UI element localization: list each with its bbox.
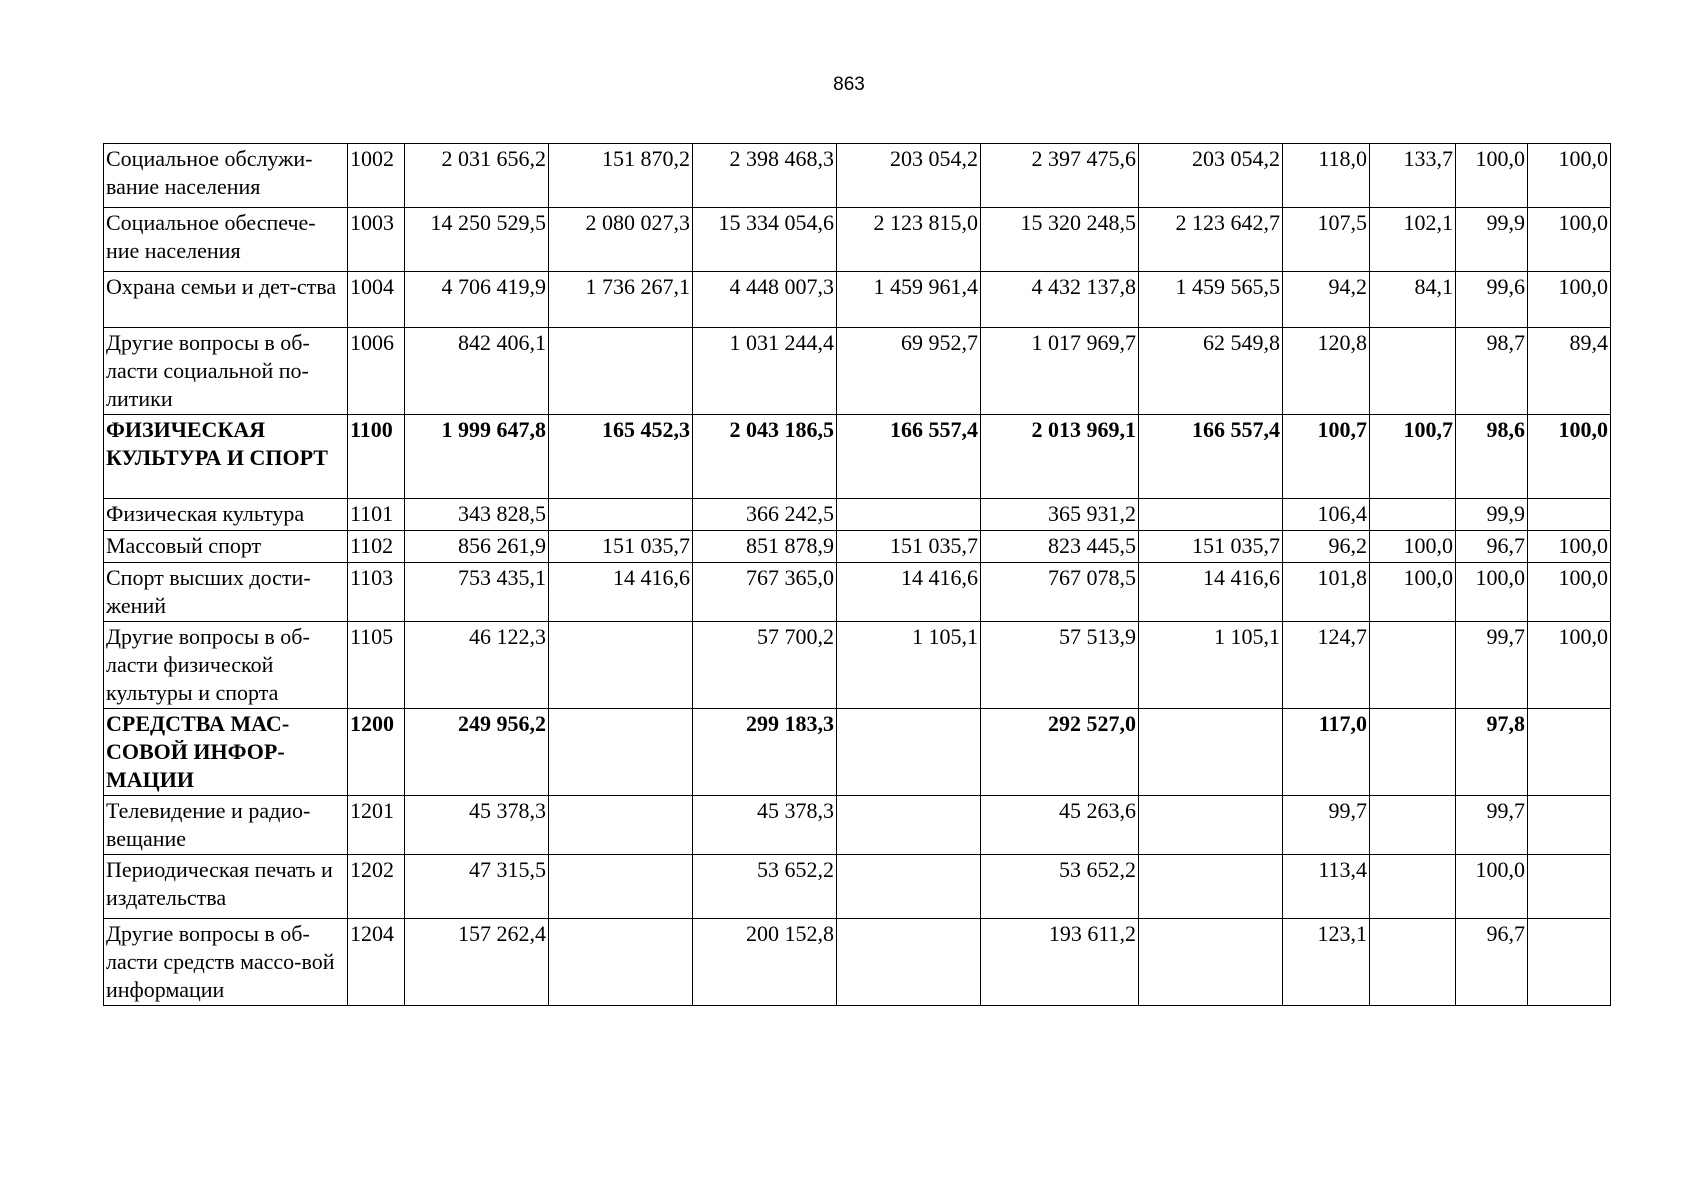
value-cell-5: 2 397 475,6 bbox=[981, 144, 1139, 208]
value-cell-7: 118,0 bbox=[1283, 144, 1370, 208]
value-cell-7: 117,0 bbox=[1283, 709, 1370, 796]
value-cell-10: 100,0 bbox=[1528, 415, 1611, 499]
value-cell-1: 45 378,3 bbox=[405, 796, 549, 855]
value-cell-2 bbox=[549, 919, 693, 1006]
value-cell-1: 157 262,4 bbox=[405, 919, 549, 1006]
value-cell-3: 53 652,2 bbox=[693, 855, 837, 919]
value-cell-10: 100,0 bbox=[1528, 531, 1611, 563]
value-cell-3: 4 448 007,3 bbox=[693, 272, 837, 328]
value-cell-1: 343 828,5 bbox=[405, 499, 549, 531]
value-cell-6: 203 054,2 bbox=[1139, 144, 1283, 208]
value-cell-8: 102,1 bbox=[1370, 208, 1456, 272]
value-cell-1: 14 250 529,5 bbox=[405, 208, 549, 272]
row-name-cell: ФИЗИЧЕСКАЯ КУЛЬТУРА И СПОРТ bbox=[104, 415, 348, 499]
value-cell-7: 100,7 bbox=[1283, 415, 1370, 499]
value-cell-6 bbox=[1139, 499, 1283, 531]
table-body bbox=[104, 144, 1611, 1006]
table-row bbox=[104, 622, 1611, 709]
value-cell-4 bbox=[837, 919, 981, 1006]
row-code-cell: 1006 bbox=[348, 328, 405, 415]
value-cell-10 bbox=[1528, 499, 1611, 531]
value-cell-7: 113,4 bbox=[1283, 855, 1370, 919]
value-cell-9: 100,0 bbox=[1456, 144, 1528, 208]
row-code-cell: 1002 bbox=[348, 144, 405, 208]
value-cell-3: 366 242,5 bbox=[693, 499, 837, 531]
value-cell-9: 99,9 bbox=[1456, 208, 1528, 272]
value-cell-4: 69 952,7 bbox=[837, 328, 981, 415]
row-name-cell: Другие вопросы в об-ласти физической культуры и спорта bbox=[104, 622, 348, 709]
value-cell-8 bbox=[1370, 919, 1456, 1006]
value-cell-5: 2 013 969,1 bbox=[981, 415, 1139, 499]
value-cell-10: 100,0 bbox=[1528, 622, 1611, 709]
page-number: 863 bbox=[833, 74, 865, 95]
row-name-cell: Другие вопросы в об-ласти социальной по-литики bbox=[104, 328, 348, 415]
row-code-cell: 1201 bbox=[348, 796, 405, 855]
value-cell-1: 753 435,1 bbox=[405, 563, 549, 622]
value-cell-2: 2 080 027,3 bbox=[549, 208, 693, 272]
value-cell-7: 120,8 bbox=[1283, 328, 1370, 415]
row-name-cell: Телевидение и радио-вещание bbox=[104, 796, 348, 855]
value-cell-8 bbox=[1370, 499, 1456, 531]
value-cell-4 bbox=[837, 855, 981, 919]
value-cell-6: 14 416,6 bbox=[1139, 563, 1283, 622]
budget-table bbox=[103, 143, 1611, 1006]
value-cell-4 bbox=[837, 499, 981, 531]
value-cell-9: 96,7 bbox=[1456, 531, 1528, 563]
value-cell-9: 99,7 bbox=[1456, 796, 1528, 855]
table-row bbox=[104, 499, 1611, 531]
value-cell-8 bbox=[1370, 855, 1456, 919]
value-cell-7: 96,2 bbox=[1283, 531, 1370, 563]
table-row bbox=[104, 855, 1611, 919]
value-cell-5: 57 513,9 bbox=[981, 622, 1139, 709]
value-cell-10: 100,0 bbox=[1528, 272, 1611, 328]
row-name-cell: Охрана семьи и дет-ства bbox=[104, 272, 348, 328]
table-row bbox=[104, 796, 1611, 855]
value-cell-6: 1 459 565,5 bbox=[1139, 272, 1283, 328]
value-cell-10 bbox=[1528, 855, 1611, 919]
value-cell-9: 100,0 bbox=[1456, 563, 1528, 622]
value-cell-5: 53 652,2 bbox=[981, 855, 1139, 919]
value-cell-3: 299 183,3 bbox=[693, 709, 837, 796]
row-code-cell: 1101 bbox=[348, 499, 405, 531]
value-cell-4: 1 105,1 bbox=[837, 622, 981, 709]
row-code-cell: 1200 bbox=[348, 709, 405, 796]
value-cell-2: 14 416,6 bbox=[549, 563, 693, 622]
row-name-cell: Социальное обслужи-вание населения bbox=[104, 144, 348, 208]
value-cell-7: 123,1 bbox=[1283, 919, 1370, 1006]
value-cell-1: 249 956,2 bbox=[405, 709, 549, 796]
value-cell-1: 842 406,1 bbox=[405, 328, 549, 415]
value-cell-9: 96,7 bbox=[1456, 919, 1528, 1006]
value-cell-1: 2 031 656,2 bbox=[405, 144, 549, 208]
value-cell-8: 100,7 bbox=[1370, 415, 1456, 499]
value-cell-8: 100,0 bbox=[1370, 563, 1456, 622]
value-cell-2 bbox=[549, 622, 693, 709]
value-cell-1: 4 706 419,9 bbox=[405, 272, 549, 328]
value-cell-7: 94,2 bbox=[1283, 272, 1370, 328]
value-cell-3: 57 700,2 bbox=[693, 622, 837, 709]
value-cell-5: 292 527,0 bbox=[981, 709, 1139, 796]
value-cell-6 bbox=[1139, 855, 1283, 919]
value-cell-4: 14 416,6 bbox=[837, 563, 981, 622]
table-row bbox=[104, 328, 1611, 415]
row-name-cell: Массовый спорт bbox=[104, 531, 348, 563]
value-cell-6: 62 549,8 bbox=[1139, 328, 1283, 415]
value-cell-2 bbox=[549, 855, 693, 919]
value-cell-10 bbox=[1528, 919, 1611, 1006]
row-name-cell: Спорт высших дости-жений bbox=[104, 563, 348, 622]
value-cell-2: 1 736 267,1 bbox=[549, 272, 693, 328]
value-cell-3: 851 878,9 bbox=[693, 531, 837, 563]
value-cell-1: 856 261,9 bbox=[405, 531, 549, 563]
value-cell-7: 107,5 bbox=[1283, 208, 1370, 272]
value-cell-10: 89,4 bbox=[1528, 328, 1611, 415]
value-cell-3: 1 031 244,4 bbox=[693, 328, 837, 415]
value-cell-4: 166 557,4 bbox=[837, 415, 981, 499]
row-code-cell: 1003 bbox=[348, 208, 405, 272]
value-cell-9: 99,6 bbox=[1456, 272, 1528, 328]
value-cell-2 bbox=[549, 709, 693, 796]
value-cell-4 bbox=[837, 709, 981, 796]
value-cell-5: 823 445,5 bbox=[981, 531, 1139, 563]
value-cell-8 bbox=[1370, 622, 1456, 709]
value-cell-8: 100,0 bbox=[1370, 531, 1456, 563]
value-cell-3: 2 043 186,5 bbox=[693, 415, 837, 499]
value-cell-2: 151 870,2 bbox=[549, 144, 693, 208]
value-cell-10 bbox=[1528, 709, 1611, 796]
value-cell-4: 203 054,2 bbox=[837, 144, 981, 208]
value-cell-9: 97,8 bbox=[1456, 709, 1528, 796]
value-cell-2 bbox=[549, 796, 693, 855]
value-cell-10: 100,0 bbox=[1528, 144, 1611, 208]
value-cell-5: 365 931,2 bbox=[981, 499, 1139, 531]
value-cell-3: 2 398 468,3 bbox=[693, 144, 837, 208]
value-cell-6 bbox=[1139, 919, 1283, 1006]
value-cell-10: 100,0 bbox=[1528, 208, 1611, 272]
value-cell-6: 1 105,1 bbox=[1139, 622, 1283, 709]
table-row bbox=[104, 709, 1611, 796]
value-cell-1: 46 122,3 bbox=[405, 622, 549, 709]
row-name-cell: Другие вопросы в об-ласти средств массо-вой информации bbox=[104, 919, 348, 1006]
value-cell-6: 2 123 642,7 bbox=[1139, 208, 1283, 272]
value-cell-5: 767 078,5 bbox=[981, 563, 1139, 622]
value-cell-7: 106,4 bbox=[1283, 499, 1370, 531]
row-name-cell: СРЕДСТВА МАС-СОВОЙ ИНФОР-МАЦИИ bbox=[104, 709, 348, 796]
value-cell-3: 767 365,0 bbox=[693, 563, 837, 622]
value-cell-2 bbox=[549, 328, 693, 415]
value-cell-3: 200 152,8 bbox=[693, 919, 837, 1006]
value-cell-3: 15 334 054,6 bbox=[693, 208, 837, 272]
value-cell-6: 151 035,7 bbox=[1139, 531, 1283, 563]
value-cell-2: 165 452,3 bbox=[549, 415, 693, 499]
value-cell-9: 99,9 bbox=[1456, 499, 1528, 531]
value-cell-3: 45 378,3 bbox=[693, 796, 837, 855]
value-cell-10 bbox=[1528, 796, 1611, 855]
value-cell-8: 133,7 bbox=[1370, 144, 1456, 208]
row-name-cell: Периодическая печать и издательства bbox=[104, 855, 348, 919]
value-cell-5: 4 432 137,8 bbox=[981, 272, 1139, 328]
table-row bbox=[104, 415, 1611, 499]
table-row bbox=[104, 272, 1611, 328]
row-code-cell: 1102 bbox=[348, 531, 405, 563]
value-cell-1: 47 315,5 bbox=[405, 855, 549, 919]
value-cell-6 bbox=[1139, 796, 1283, 855]
value-cell-9: 98,7 bbox=[1456, 328, 1528, 415]
value-cell-9: 99,7 bbox=[1456, 622, 1528, 709]
value-cell-2 bbox=[549, 499, 693, 531]
value-cell-8 bbox=[1370, 796, 1456, 855]
value-cell-8 bbox=[1370, 328, 1456, 415]
table-row bbox=[104, 563, 1611, 622]
value-cell-8: 84,1 bbox=[1370, 272, 1456, 328]
row-name-cell: Социальное обеспече-ние населения bbox=[104, 208, 348, 272]
value-cell-7: 124,7 bbox=[1283, 622, 1370, 709]
value-cell-7: 99,7 bbox=[1283, 796, 1370, 855]
value-cell-9: 100,0 bbox=[1456, 855, 1528, 919]
value-cell-5: 45 263,6 bbox=[981, 796, 1139, 855]
value-cell-4 bbox=[837, 796, 981, 855]
row-name-cell: Физическая культура bbox=[104, 499, 348, 531]
row-code-cell: 1202 bbox=[348, 855, 405, 919]
row-code-cell: 1103 bbox=[348, 563, 405, 622]
value-cell-5: 193 611,2 bbox=[981, 919, 1139, 1006]
value-cell-4: 151 035,7 bbox=[837, 531, 981, 563]
value-cell-7: 101,8 bbox=[1283, 563, 1370, 622]
value-cell-2: 151 035,7 bbox=[549, 531, 693, 563]
value-cell-5: 15 320 248,5 bbox=[981, 208, 1139, 272]
row-code-cell: 1105 bbox=[348, 622, 405, 709]
value-cell-1: 1 999 647,8 bbox=[405, 415, 549, 499]
value-cell-4: 1 459 961,4 bbox=[837, 272, 981, 328]
row-code-cell: 1004 bbox=[348, 272, 405, 328]
value-cell-8 bbox=[1370, 709, 1456, 796]
row-code-cell: 1100 bbox=[348, 415, 405, 499]
value-cell-6 bbox=[1139, 709, 1283, 796]
value-cell-9: 98,6 bbox=[1456, 415, 1528, 499]
row-code-cell: 1204 bbox=[348, 919, 405, 1006]
table-row bbox=[104, 919, 1611, 1006]
value-cell-5: 1 017 969,7 bbox=[981, 328, 1139, 415]
value-cell-4: 2 123 815,0 bbox=[837, 208, 981, 272]
table-row bbox=[104, 208, 1611, 272]
value-cell-10: 100,0 bbox=[1528, 563, 1611, 622]
value-cell-6: 166 557,4 bbox=[1139, 415, 1283, 499]
table-row bbox=[104, 531, 1611, 563]
table-row bbox=[104, 144, 1611, 208]
